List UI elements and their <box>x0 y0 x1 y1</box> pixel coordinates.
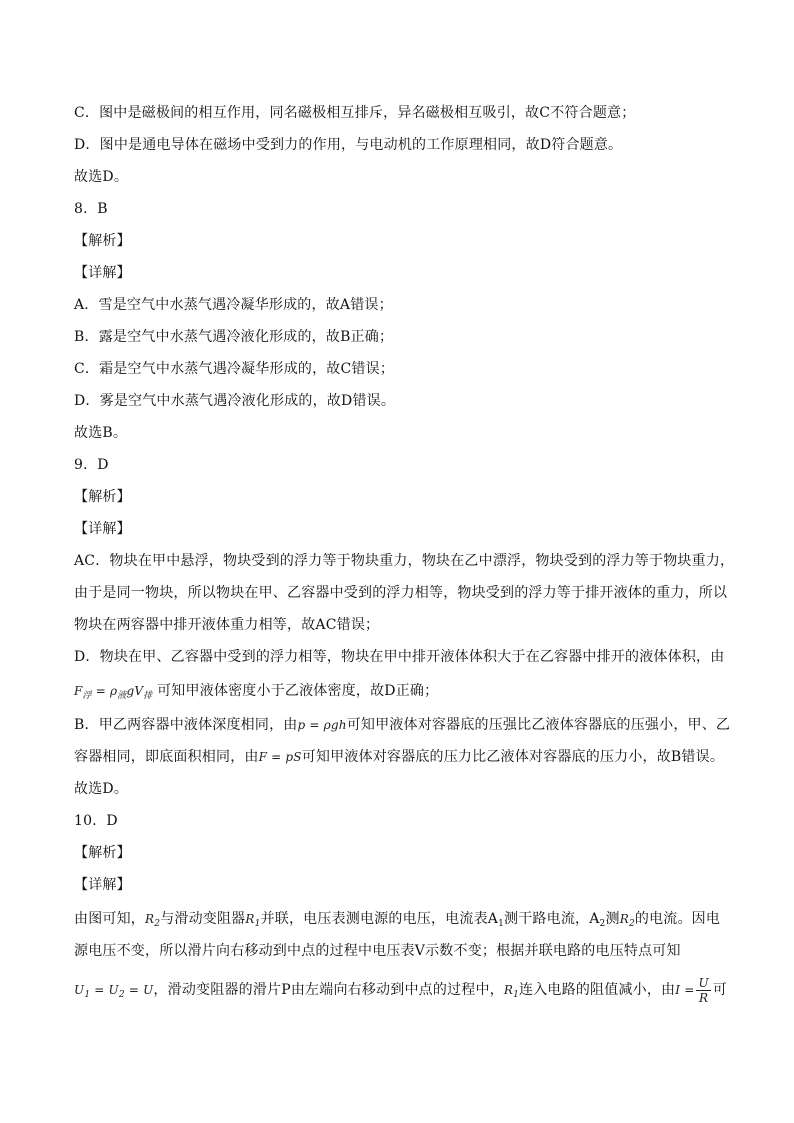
voltage-formula: $U_1 = U_2 = U$ <box>74 983 154 1000</box>
answer-heading: 10．D <box>74 813 118 829</box>
text-line: 故选B。 <box>74 425 128 441</box>
text-line: AC．物块在甲中悬浮，物块受到的浮力等于物块重力，物块在乙中漂浮，物块受到的浮力等于物块重力， <box>74 553 735 569</box>
text-line: 容器相同，即底面积相同，由F = pS可知甲液体对容器底的压力比乙液体对容器底的压力小，故B错误。 <box>74 749 725 765</box>
text-line: D．图中是通电导体在磁场中受到力的作用，与电动机的工作原理相同，故D符合题意。 <box>74 137 623 153</box>
pressure-formula: p = ρgh <box>297 718 347 732</box>
section-label: 【详解】 <box>74 521 131 537</box>
section-label: 【详解】 <box>74 877 131 893</box>
text-line: 故选D。 <box>74 169 129 185</box>
text-line: A．雪是空气中水蒸气遇冷凝华形成的，故A错误； <box>74 297 393 313</box>
text-line: C．霜是空气中水蒸气遇冷凝华形成的，故C错误； <box>74 361 395 377</box>
text-line: 由图可知，$R_2$与滑动变阻器$R_1$并联，电压表测电源的电压，电流表$A_1$测干路电流，$A_2$测$R_2$的电流。因电 <box>74 911 721 929</box>
section-label: 【解析】 <box>74 233 131 249</box>
text-line: 由于是同一物块，所以物块在甲、乙容器中受到的浮力相等，物块受到的浮力等于排开液体的重力，所以 <box>74 585 728 601</box>
text-line: D．物块在甲、乙容器中受到的浮力相等，物块在甲中排开液体体积大于在乙容器中排开的液体体积，由 <box>74 649 725 665</box>
section-label: 【解析】 <box>74 845 131 861</box>
text-line: 物块在两容器中排开液体重力相等，故AC错误； <box>74 617 380 633</box>
text-line: B．露是空气中水蒸气遇冷液化形成的，故B正确； <box>74 329 394 345</box>
ohms-law-formula: I = $\frac{U}{R}$ <box>675 976 709 1005</box>
section-label: 【解析】 <box>74 489 131 505</box>
text-line: $U_1 = U_2 = U$，滑动变阻器的滑片P由左端向右移动到中点的过程中，$R_1$连入电路的阻值减小，由I = $\frac{U}{R}$ 可 <box>74 976 727 1005</box>
text-line: $F_浮 = \rho_液gV_排$ 可知甲液体密度小于乙液体密度，故D正确； <box>74 683 439 701</box>
section-label: 【详解】 <box>74 265 131 281</box>
answer-heading: 9．D <box>74 457 109 473</box>
text-line: 故选D。 <box>74 781 129 797</box>
text-line: 源电压不变，所以滑片向右移动到中点的过程中电压表V示数不变；根据并联电路的电压特点可知 <box>74 943 681 959</box>
text-line: B．甲乙两容器中液体深度相同，由p = ρgh可知甲液体对容器底的压强比乙液体容器底的压强小，甲、乙 <box>74 717 731 733</box>
buoyancy-formula: $F_浮 = \rho_液gV_排$ <box>74 684 153 701</box>
force-formula: F = pS <box>258 750 302 764</box>
answer-heading: 8．B <box>74 201 108 217</box>
text-line: C．图中是磁极间的相互作用，同名磁极相互排斥，异名磁极相互吸引，故C不符合题意； <box>74 105 636 121</box>
text-line: D．雾是空气中水蒸气遇冷液化形成的，故D错误。 <box>74 393 396 409</box>
